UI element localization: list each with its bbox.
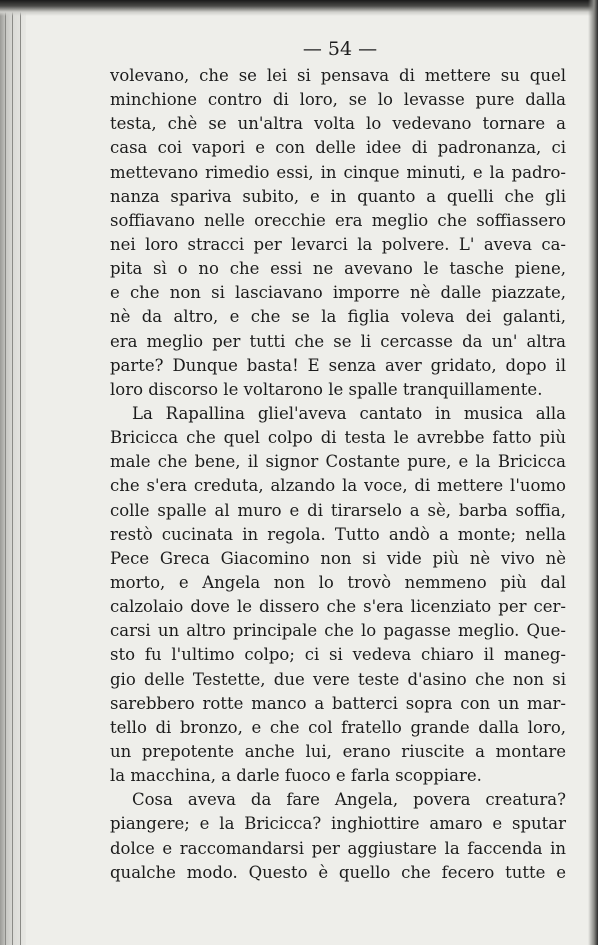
text-line: che s'era creduta, alzando la voce, di mettere l'uomo	[110, 476, 566, 496]
text-line: nanza spariva subito, e in quanto a quelli che gli	[110, 186, 566, 206]
text-line: gio delle Testette, due vere teste d'asino che non si	[110, 669, 566, 689]
text-line: qualche modo. Questo è quello che fecero tutte e	[110, 862, 566, 882]
text-line: casa coi vapori e con delle idee di padronanza, ci	[110, 138, 566, 158]
text-line: tello di bronzo, e che col fratello grande dalla loro,	[110, 717, 566, 737]
text-line: volevano, che se lei si pensava di mettere su quel	[110, 66, 566, 85]
text-line: mettevano rimedio essi, in cinque minuti, e la padro-	[110, 162, 566, 182]
text-line: male che bene, il signor Costante pure, e la Bricicca	[110, 452, 566, 472]
text-line: Pece Greca Giacomino non si vide più nè vivo nè	[110, 548, 566, 568]
text-line: carsi un altro principale che lo pagasse meglio. Que-	[110, 621, 566, 641]
paragraph-end-line: la macchina, a darle fuoco e farla scoppiare.	[110, 766, 482, 786]
text-line: parte? Dunque basta! E senza aver gridato, dopo il	[110, 355, 566, 375]
top-scan-shadow	[0, 0, 598, 16]
text-line: testa, chè se un'altra volta lo vedevano tornare a	[110, 114, 566, 134]
paragraph-start-line: Cosa aveva da fare Angela, povera creatura?	[132, 790, 566, 810]
text-line: minchione contro di loro, se lo levasse pure dalla	[110, 90, 566, 110]
text-line: morto, e Angela non lo trovò nemmeno più dal	[110, 572, 566, 592]
text-line: colle spalle al muro e di tirarselo a sè, barba soffia,	[110, 500, 566, 520]
paragraph-end-line: loro discorso le voltarono le spalle tranquillamente.	[110, 379, 543, 399]
text-line: soffiavano nelle orecchie era meglio che soffiassero	[110, 210, 566, 230]
text-line: calzolaio dove le dissero che s'era licenziato per cer-	[110, 597, 566, 617]
text-line: un prepotente anche lui, erano riuscite a montare	[110, 741, 566, 761]
text-line: pita sì o no che essi ne avevano le tasche piene,	[110, 259, 566, 279]
text-line: dolce e raccomandarsi per aggiustare la faccenda in	[110, 838, 566, 858]
text-line: piangere; e la Bricicca? inghiottire amaro e sputar	[110, 814, 566, 834]
body-text	[110, 64, 566, 885]
text-line: sto fu l'ultimo colpo; ci si vedeva chiaro il maneg-	[110, 645, 566, 665]
text-line: restò cucinata in regola. Tutto andò a monte; nella	[110, 524, 566, 544]
right-scan-shadow	[588, 0, 598, 945]
page-gutter-edge	[0, 0, 26, 945]
text-line: sarebbero rotte manco a batterci sopra con un mar-	[110, 693, 566, 713]
text-line: nei loro stracci per levarci la polvere. L' aveva ca-	[110, 234, 566, 254]
text-line: era meglio per tutti che se li cercasse da un' altra	[110, 331, 566, 351]
page-number: — 54 —	[302, 38, 378, 60]
paragraph-start-line: La Rapallina gliel'aveva cantato in musica alla	[132, 403, 566, 423]
text-line: nè da altro, e che se la figlia voleva dei galanti,	[110, 307, 566, 327]
text-line: e che non si lasciavano imporre nè dalle piazzate,	[110, 283, 566, 303]
page-edge-line	[20, 0, 21, 945]
page-edge-line	[12, 0, 13, 945]
text-line: Bricicca che quel colpo di testa le avrebbe fatto più	[110, 428, 566, 448]
page-edge-line	[5, 0, 6, 945]
